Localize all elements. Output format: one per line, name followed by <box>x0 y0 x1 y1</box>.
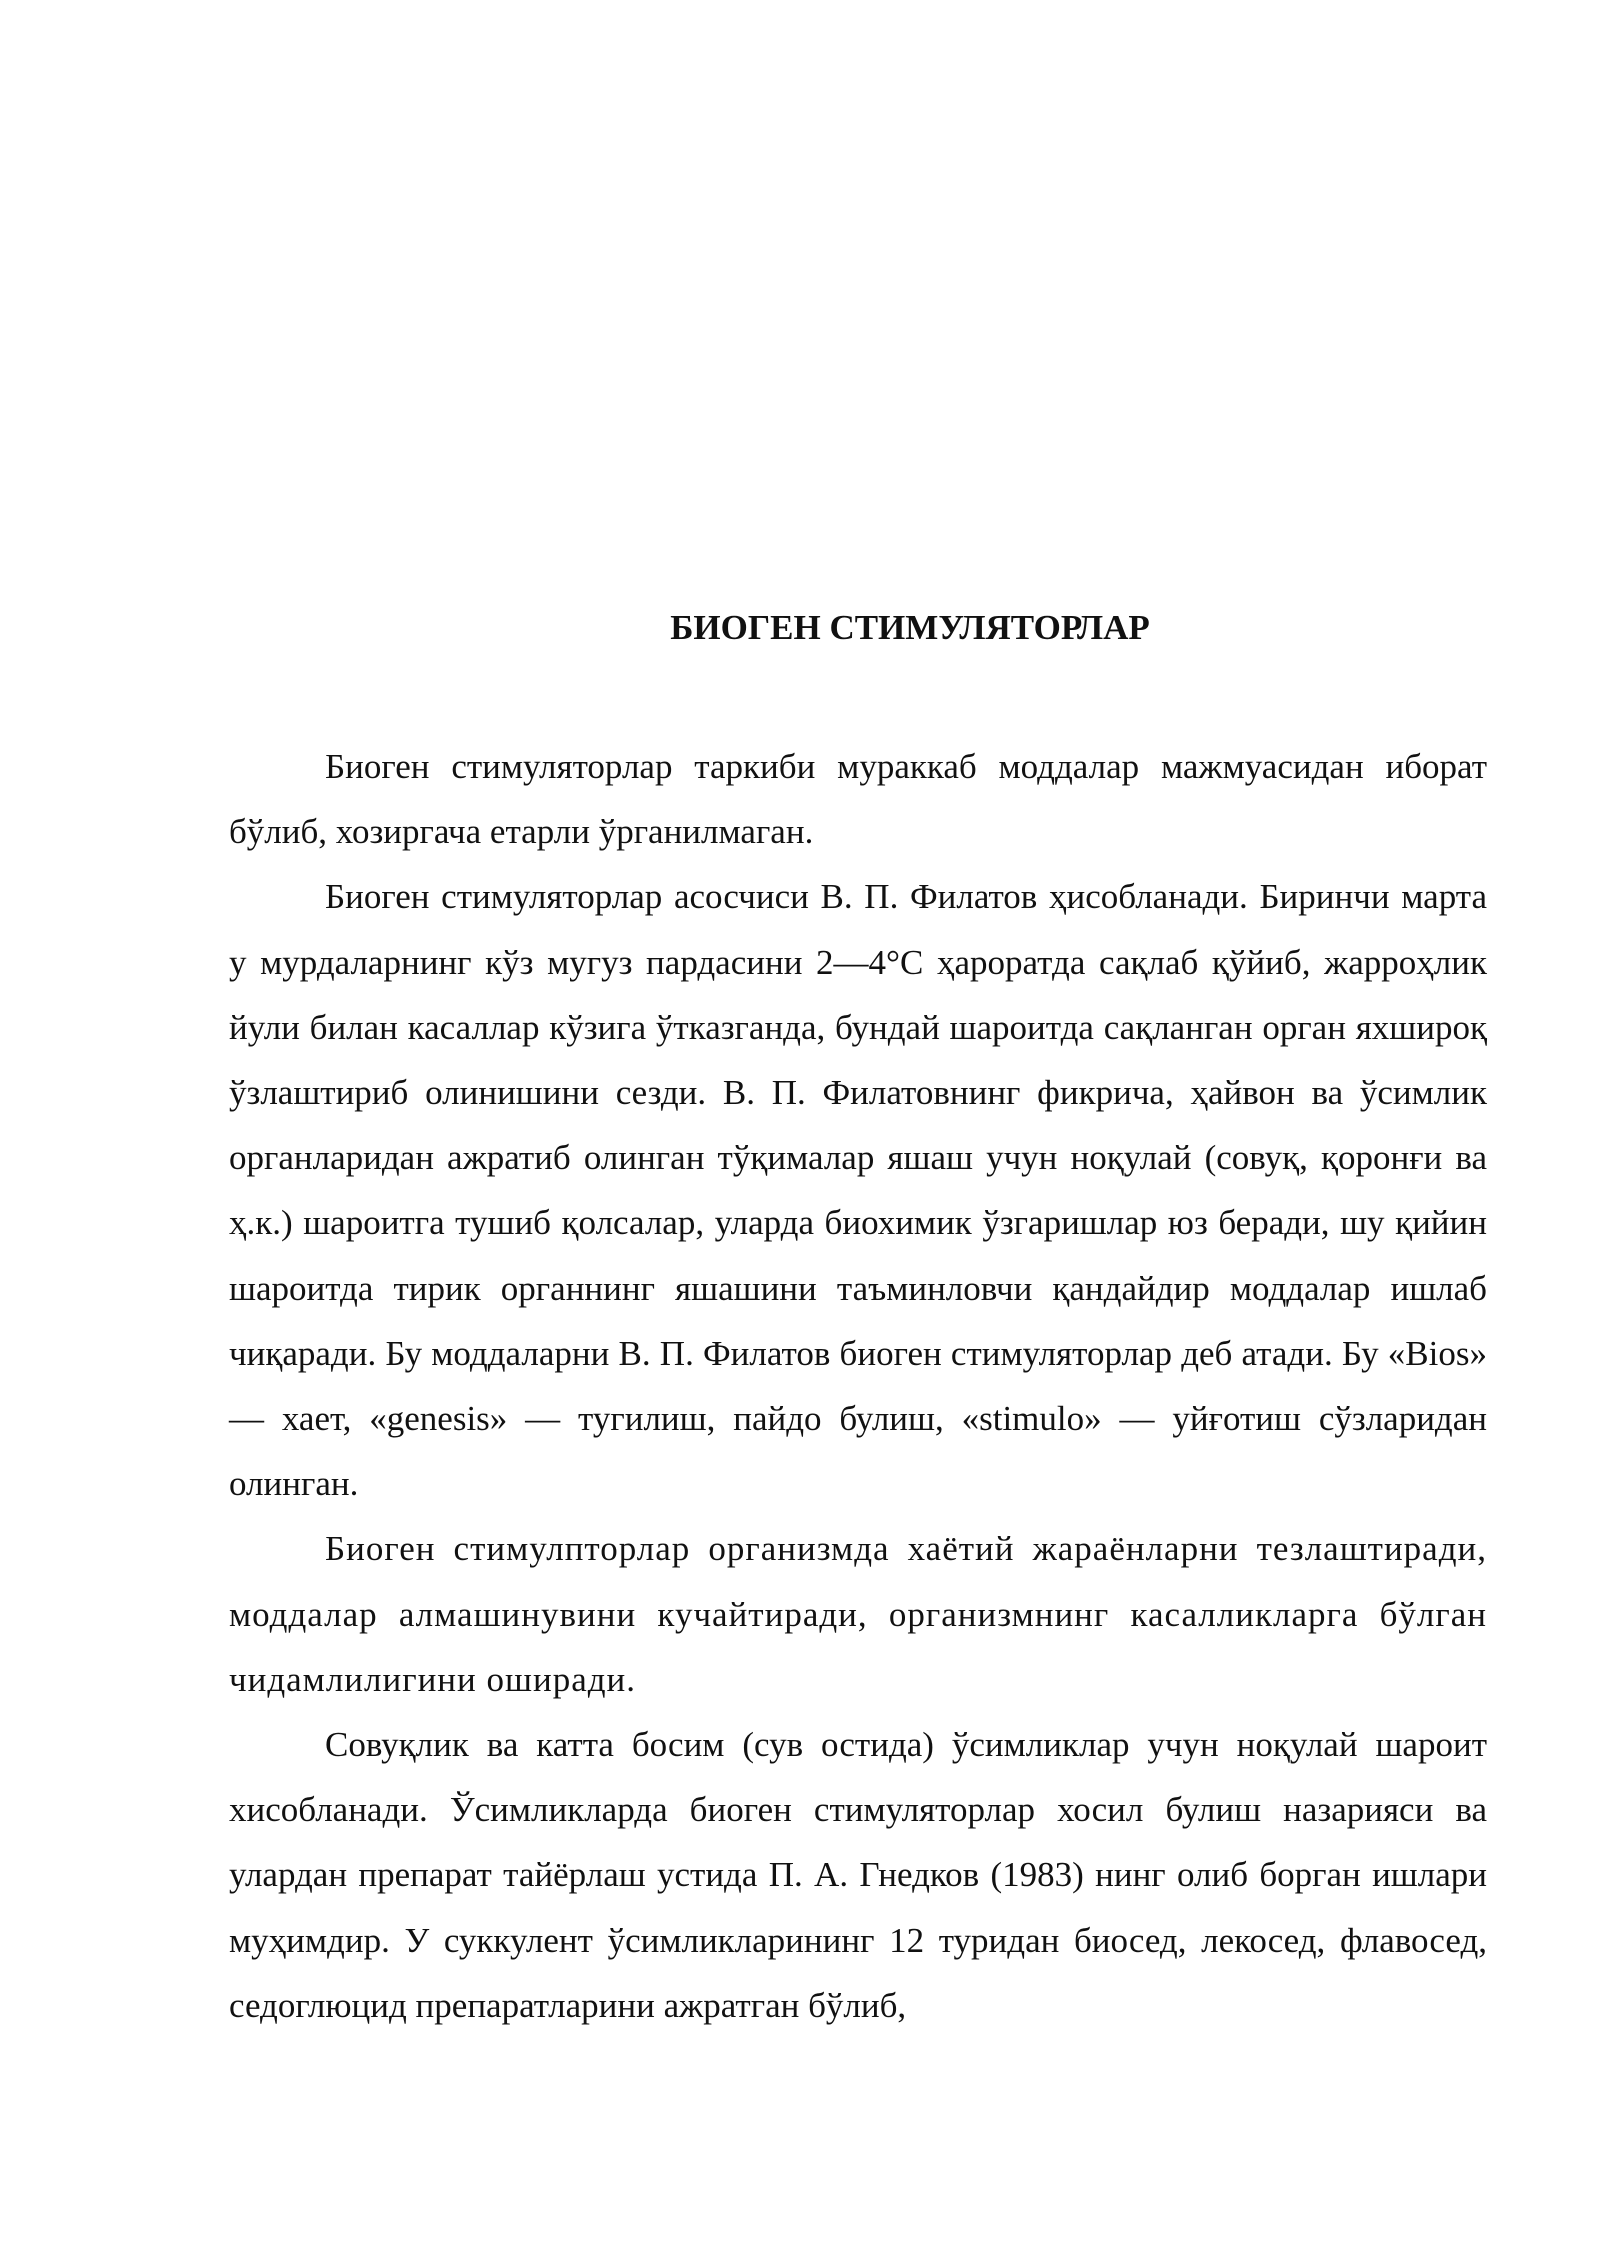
paragraph-4: Совуқлик ва катта босим (сув остида) ўсимликлар учун ноқулай шароит хисобланади. Ўсимликларда биоген стимуляторлар хосил булиш назарияси ва улардан препарат тайёрлаш устида П. А. Гнедков (1983) нинг олиб борган ишлари муҳимдир. У суккулент ўсимликларининг 12 туридан биосед, лекосед, флавосед, седоглюцид препаратларини ажратган бўлиб, <box>229 1725 1487 2025</box>
document-title: БИОГЕН СТИМУЛЯТОРЛАР <box>670 608 1150 647</box>
document-body <box>229 734 1487 2038</box>
paragraph-3: Биоген стимулпторлар организмда хаётий жараёнларни тезлаштиради, моддалар алмашинувини кучайтиради, организмнинг касалликларга бўлган чидамлилигини оширади. <box>229 1529 1487 1699</box>
paragraph-2: Биоген стимуляторлар асосчиси В. П. Филатов ҳисобланади. Биринчи марта у мурдаларнинг кўз мугуз пардасини 2—4°С ҳароратда сақлаб қўйиб, жарроҳлик йули билан касаллар кўзига ўтказганда, бундай шароитда сақланган орган яхшироқ ўзлаштириб олинишини сезди. В. П. Филатовнинг фикрича, ҳайвон ва ўсимлик органларидан ажратиб олинган тўқималар яшаш учун ноқулай (совуқ, қоронғи ва ҳ.к.) шароитга тушиб қолсалар, уларда биохимик ўзгаришлар юз беради, шу қийин шароитда тирик органнинг яшашини таъминловчи қандайдир моддалар ишлаб чиқаради. Бу моддаларни В. П. Филатов биоген стимуляторлар деб атади. Бу «Bios» — хает, «genesis» — тугилиш, пайдо булиш, «stimulo» — уйғотиш сўзларидан олинган. <box>229 877 1487 1504</box>
paragraph-1: Биоген стимуляторлар таркиби мураккаб моддалар мажмуасидан иборат бўлиб, хозиргача етарли ўрганилмаган. <box>229 747 1487 852</box>
